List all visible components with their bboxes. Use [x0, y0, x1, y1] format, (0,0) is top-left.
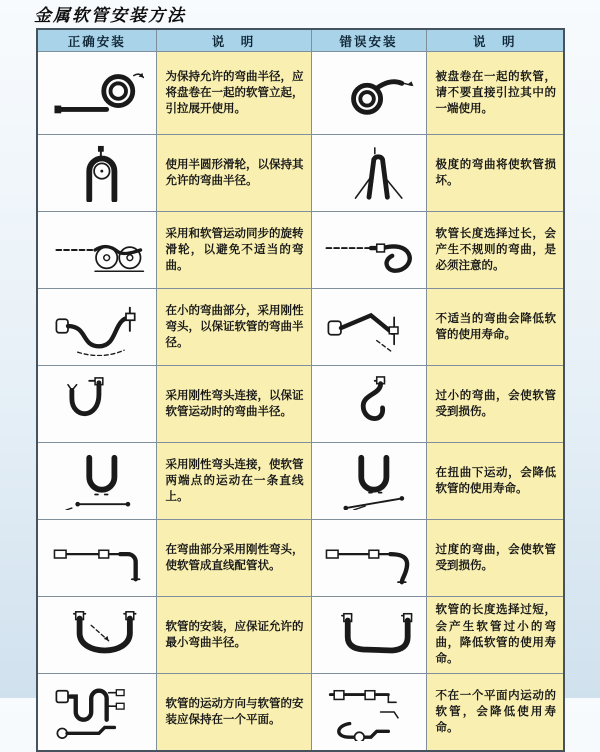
- correct-note-text: 为保持允许的弯曲半径，应将盘卷在一起的软管立起，引拉展开使用。: [156, 52, 311, 135]
- wrong-illustration-cell: [311, 52, 426, 135]
- twisted-u-motion-icon: [317, 452, 421, 510]
- table-row: [37, 597, 564, 674]
- improper-bend-icon: [317, 298, 421, 356]
- wrong-note-text: 过小的弯曲，会使软管受到损伤。: [426, 366, 564, 443]
- table-row: [37, 52, 564, 135]
- table-row: [37, 135, 564, 212]
- correct-note-text: 采用和软管运动同步的旋转滑轮，以避免不适当的弯曲。: [156, 212, 311, 289]
- correct-illustration-cell: [37, 135, 156, 212]
- header-correct-install: 正确安装: [37, 29, 156, 52]
- extreme-bend-icon: [317, 144, 421, 202]
- correct-illustration-cell: [37, 289, 156, 366]
- correct-note-text: 在小的弯曲部分，采用刚性弯头，以保证软管的弯曲半径。: [156, 289, 311, 366]
- planar-motion-icon: [45, 683, 149, 741]
- too-short-hose-icon: [317, 606, 421, 664]
- wrong-illustration-cell: [311, 443, 426, 520]
- inline-u-motion-icon: [45, 452, 149, 510]
- wrong-illustration-cell: [311, 212, 426, 289]
- wrong-illustration-cell: [311, 289, 426, 366]
- semicircular-pulley-icon: [45, 144, 149, 202]
- straight-pipe-elbow-icon: [45, 529, 149, 587]
- header-row: [37, 29, 564, 52]
- header-correct-note: 说 明: [156, 29, 311, 52]
- correct-note-text: 在弯曲部分采用刚性弯头，使软管成直线配管状。: [156, 520, 311, 597]
- correct-note-text: 软管的安装，应保证允许的最小弯曲半径。: [156, 597, 311, 674]
- correct-note-text: 软管的运动方向与软管的安装应保持在一个平面。: [156, 674, 311, 752]
- header-wrong-note: 说 明: [426, 29, 564, 52]
- rigid-elbow-connection-icon: [45, 375, 149, 433]
- table-row: [37, 443, 564, 520]
- table-row: [37, 366, 564, 443]
- correct-illustration-cell: [37, 520, 156, 597]
- table-row: [37, 674, 564, 752]
- installation-table: [36, 28, 565, 752]
- over-bend-elbow-icon: [317, 529, 421, 587]
- wrong-note-text: 极度的弯曲将使软管损坏。: [426, 135, 564, 212]
- excess-length-loop-icon: [317, 221, 421, 279]
- correct-illustration-cell: [37, 597, 156, 674]
- table-row: [37, 289, 564, 366]
- too-small-bend-icon: [317, 375, 421, 433]
- table-row: [37, 520, 564, 597]
- header-wrong-install: 错误安装: [311, 29, 426, 52]
- min-bend-radius-u-icon: [45, 606, 149, 664]
- wrong-note-text: 软管的长度选择过短，会产生软管过小的弯曲，降低软管的使用寿命。: [426, 597, 564, 674]
- correct-illustration-cell: [37, 366, 156, 443]
- wrong-illustration-cell: [311, 674, 426, 752]
- page-title: 金属软管安装方法: [34, 6, 186, 26]
- sync-rollers-icon: [45, 221, 149, 279]
- table-row: [37, 212, 564, 289]
- rigid-elbow-small-bend-icon: [45, 298, 149, 356]
- wrong-illustration-cell: [311, 597, 426, 674]
- wrong-note-text: 不在一个平面内运动的软管，会降低使用寿命。: [426, 674, 564, 752]
- wrong-note-text: 过度的弯曲，会使软管受到损伤。: [426, 520, 564, 597]
- wrong-illustration-cell: [311, 135, 426, 212]
- correct-illustration-cell: [37, 52, 156, 135]
- correct-illustration-cell: [37, 443, 156, 520]
- correct-note-text: 使用半圆形滑轮，以保持其允许的弯曲半径。: [156, 135, 311, 212]
- wrong-note-text: 软管长度选择过长，会产生不规则的弯曲，是必须注意的。: [426, 212, 564, 289]
- wrong-note-text: 被盘卷在一起的软管，请不要直接引拉其中的一端使用。: [426, 52, 564, 135]
- wrong-note-text: 在扭曲下运动，会降低软管的使用寿命。: [426, 443, 564, 520]
- correct-illustration-cell: [37, 212, 156, 289]
- wrong-illustration-cell: [311, 366, 426, 443]
- correct-illustration-cell: [37, 674, 156, 752]
- correct-note-text: 采用刚性弯头连接，使软管两端点的运动在一条直线上。: [156, 443, 311, 520]
- coiled-hose-pulled-icon: [317, 64, 421, 122]
- coiled-hose-upright-icon: [45, 64, 149, 122]
- correct-note-text: 采用刚性弯头连接，以保证软管运动时的弯曲半径。: [156, 366, 311, 443]
- wrong-note-text: 不适当的弯曲会降低软管的使用寿命。: [426, 289, 564, 366]
- wrong-illustration-cell: [311, 520, 426, 597]
- non-planar-motion-icon: [317, 683, 421, 741]
